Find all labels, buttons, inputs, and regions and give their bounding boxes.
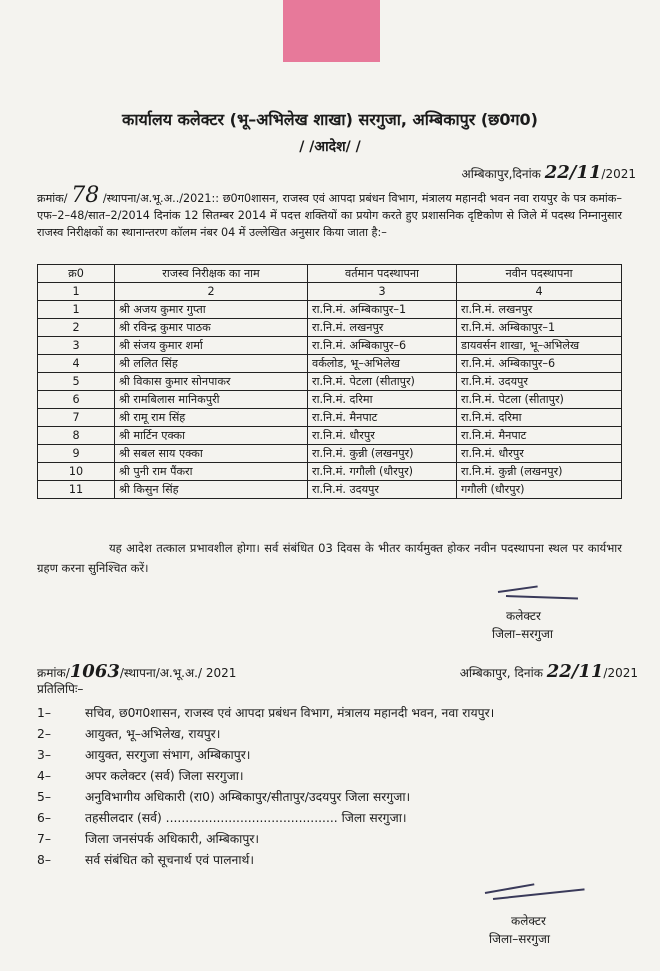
item-text: आयुक्त, सरगुजा संभाग, अम्बिकापुर।: [85, 748, 251, 762]
column-header-name: राजस्व निरीक्षक का नाम: [115, 265, 308, 283]
signature-block-1: [484, 585, 594, 643]
name-cell: श्री सबल साय एक्का: [115, 445, 308, 463]
table-row: [38, 445, 622, 463]
stamp-mark: [283, 0, 380, 62]
table-row: [38, 337, 622, 355]
table-row: [38, 301, 622, 319]
list-item: [37, 724, 494, 745]
current-posting-cell: रा.नि.मं. कुन्नी (लखनपुर): [308, 445, 457, 463]
order-effect-text: यह आदेश तत्काल प्रभावशील होगा। सर्व संबंधित 03 दिवस के भीतर कार्यमुक्त होकर नवीन पदस्थापना स्थल पर कार्यभार ग्रहण करना सुनिश्चित करें।: [37, 541, 622, 575]
copy-date-year: /2021: [603, 666, 638, 680]
transfer-table: [37, 264, 622, 499]
reference-paragraph: [37, 183, 622, 241]
copy-to-label: प्रतिलिपिः–: [37, 682, 84, 696]
column-header-new-posting: नवीन पदस्थापना: [457, 265, 622, 283]
current-posting-cell: रा.नि.मं. धौरपुर: [308, 427, 457, 445]
column-number: 4: [457, 283, 622, 301]
serial-cell: 8: [38, 427, 115, 445]
current-posting-cell: रा.नि.मं. पेटला (सीतापुर): [308, 373, 457, 391]
item-number: 8–: [37, 853, 51, 867]
place-date-prefix: अम्बिकापुर,दिनांक: [461, 167, 541, 181]
name-cell: श्री अजय कुमार गुप्ता: [115, 301, 308, 319]
copy-suffix: /स्थापना/अ.भू.अ./ 2021: [119, 666, 237, 680]
name-cell: श्री पुनी राम पैंकरा: [115, 463, 308, 481]
copy-date-prefix: अम्बिकापुर, दिनांक: [459, 666, 543, 680]
new-posting-cell: रा.नि.मं. धौरपुर: [457, 445, 622, 463]
handwritten-copy-date: 22/11: [546, 661, 604, 682]
list-item: [37, 703, 494, 724]
signature-block-2: [477, 872, 597, 962]
serial-cell: 1: [38, 301, 115, 319]
current-posting-cell: रा.नि.मं. दरिमा: [308, 391, 457, 409]
signature-designation: कलेक्टर: [506, 609, 541, 623]
item-text: तहसीलदार (सर्व) ............................................ जिला सरगुजा।: [85, 811, 407, 825]
serial-cell: 4: [38, 355, 115, 373]
current-posting-cell: वर्कलोड, भू–अभिलेख: [308, 355, 457, 373]
name-cell: श्री किसुन सिंह: [115, 481, 308, 499]
list-item: [37, 850, 494, 871]
current-posting-cell: रा.नि.मं. गगौली (धौरपुर): [308, 463, 457, 481]
name-cell: श्री रामू राम सिंह: [115, 409, 308, 427]
name-cell: श्री संजय कुमार शर्मा: [115, 337, 308, 355]
new-posting-cell: रा.नि.मं. दरिमा: [457, 409, 622, 427]
table-row: [38, 463, 622, 481]
serial-cell: 3: [38, 337, 115, 355]
reference-prefix: क्रमांक/: [37, 192, 68, 205]
item-text: आयुक्त, भू–अभिलेख, रायपुर।: [85, 727, 221, 741]
item-number: 2–: [37, 727, 51, 741]
column-header-serial: क्र0: [38, 265, 115, 283]
table-row: [38, 373, 622, 391]
name-cell: श्री रामबिलास मानिकपुरी: [115, 391, 308, 409]
new-posting-cell: गगौली (धौरपुर): [457, 481, 622, 499]
column-number: 2: [115, 283, 308, 301]
new-posting-cell: रा.नि.मं. कुन्नी (लखनपुर): [457, 463, 622, 481]
item-text: अपर कलेक्टर (सर्व) जिला सरगुजा।: [85, 769, 244, 783]
column-number-row: [38, 283, 622, 301]
table-row: [38, 319, 622, 337]
current-posting-cell: रा.नि.मं. अम्बिकापुर–6: [308, 337, 457, 355]
current-posting-cell: रा.नि.मं. लखनपुर: [308, 319, 457, 337]
new-posting-cell: रा.नि.मं. अम्बिकापुर–1: [457, 319, 622, 337]
signature-district: जिला–सरगुजा: [492, 627, 554, 641]
copy-prefix: क्रमांक/: [37, 666, 70, 680]
list-item: [37, 745, 494, 766]
item-text: सचिव, छ0ग0शासन, राजस्व एवं आपदा प्रबंधन विभाग, मंत्रालय महानदी भवन, नवा रायपुर।: [85, 706, 495, 720]
order-date: [462, 162, 636, 183]
handwritten-order-number: 78: [71, 183, 100, 208]
reference-body: छ0ग0शासन, राजस्व एवं आपदा प्रबंधन विभाग, मंत्रालय महानदी भवन नवा रायपुर के पत्र कमांक–एफ–2–48/सात–2/2014 दिनांक 12 सितम्बर 2014 में पदत्त शक्तियों का प्रयोग करते हुए प्रशासनिक दृष्टिकोण से जिले में पदस्थ निम्नानुसार राजस्व निरीक्षकों का स्थानान्तरण कॉलम नंबर 04 में उल्लेखित अनुसार किया जाता है:–: [37, 192, 622, 239]
current-posting-cell: रा.नि.मं. मैनपाट: [308, 409, 457, 427]
table-row: [38, 409, 622, 427]
date-year: /2021: [601, 167, 636, 181]
column-number: 3: [308, 283, 457, 301]
new-posting-cell: डायवर्सन शाखा, भू–अभिलेख: [457, 337, 622, 355]
list-item: [37, 787, 494, 808]
item-number: 1–: [37, 706, 51, 720]
reference-suffix: /स्थापना/अ.भू.अ../2021::: [102, 192, 220, 205]
item-number: 7–: [37, 832, 51, 846]
name-cell: श्री ललित सिंह: [115, 355, 308, 373]
serial-cell: 10: [38, 463, 115, 481]
serial-cell: 11: [38, 481, 115, 499]
new-posting-cell: रा.नि.मं. लखनपुर: [457, 301, 622, 319]
office-title: कार्यालय कलेक्टर (भू–अभिलेख शाखा) सरगुजा, अम्बिकापुर (छ0ग0): [122, 110, 538, 129]
handwritten-date: 22/11: [544, 162, 602, 183]
list-item: [37, 829, 494, 850]
item-number: 6–: [37, 811, 51, 825]
table-row: [38, 391, 622, 409]
table-row: [38, 481, 622, 499]
signature-district: जिला–सरगुजा: [489, 932, 551, 946]
column-number: 1: [38, 283, 115, 301]
item-number: 3–: [37, 748, 51, 762]
copy-reference: [37, 661, 236, 682]
new-posting-cell: रा.नि.मं. उदयपुर: [457, 373, 622, 391]
order-effect-paragraph: [37, 538, 622, 578]
new-posting-cell: रा.नि.मं. मैनपाट: [457, 427, 622, 445]
handwritten-copy-number: 1063: [69, 661, 120, 682]
item-number: 4–: [37, 769, 51, 783]
item-text: अनुविभागीय अधिकारी (रा0) अम्बिकापुर/सीतापुर/उदयपुर जिला सरगुजा।: [85, 790, 411, 804]
serial-cell: 7: [38, 409, 115, 427]
current-posting-cell: रा.नि.मं. उदयपुर: [308, 481, 457, 499]
name-cell: श्री रविन्द्र कुमार पाठक: [115, 319, 308, 337]
current-posting-cell: रा.नि.मं. अम्बिकापुर–1: [308, 301, 457, 319]
new-posting-cell: रा.नि.मं. अम्बिकापुर–6: [457, 355, 622, 373]
list-item: [37, 808, 494, 829]
name-cell: श्री विकास कुमार सोनपाकर: [115, 373, 308, 391]
serial-cell: 2: [38, 319, 115, 337]
new-posting-cell: रा.नि.मं. पेटला (सीतापुर): [457, 391, 622, 409]
serial-cell: 5: [38, 373, 115, 391]
serial-cell: 9: [38, 445, 115, 463]
table-row: [38, 427, 622, 445]
table-header-row: [38, 265, 622, 283]
item-number: 5–: [37, 790, 51, 804]
item-text: सर्व संबंधित को सूचनार्थ एवं पालनार्थ।: [85, 853, 255, 867]
order-heading: / /आदेश/ /: [299, 139, 361, 155]
signature-designation: कलेक्टर: [511, 914, 546, 928]
serial-cell: 6: [38, 391, 115, 409]
column-header-current-posting: वर्तमान पदस्थापना: [308, 265, 457, 283]
item-text: जिला जनसंपर्क अधिकारी, अम्बिकापुर।: [85, 832, 260, 846]
copy-date: [460, 661, 638, 682]
table-row: [38, 355, 622, 373]
copy-to-list: [37, 703, 494, 871]
name-cell: श्री मार्टिन एक्का: [115, 427, 308, 445]
list-item: [37, 766, 494, 787]
